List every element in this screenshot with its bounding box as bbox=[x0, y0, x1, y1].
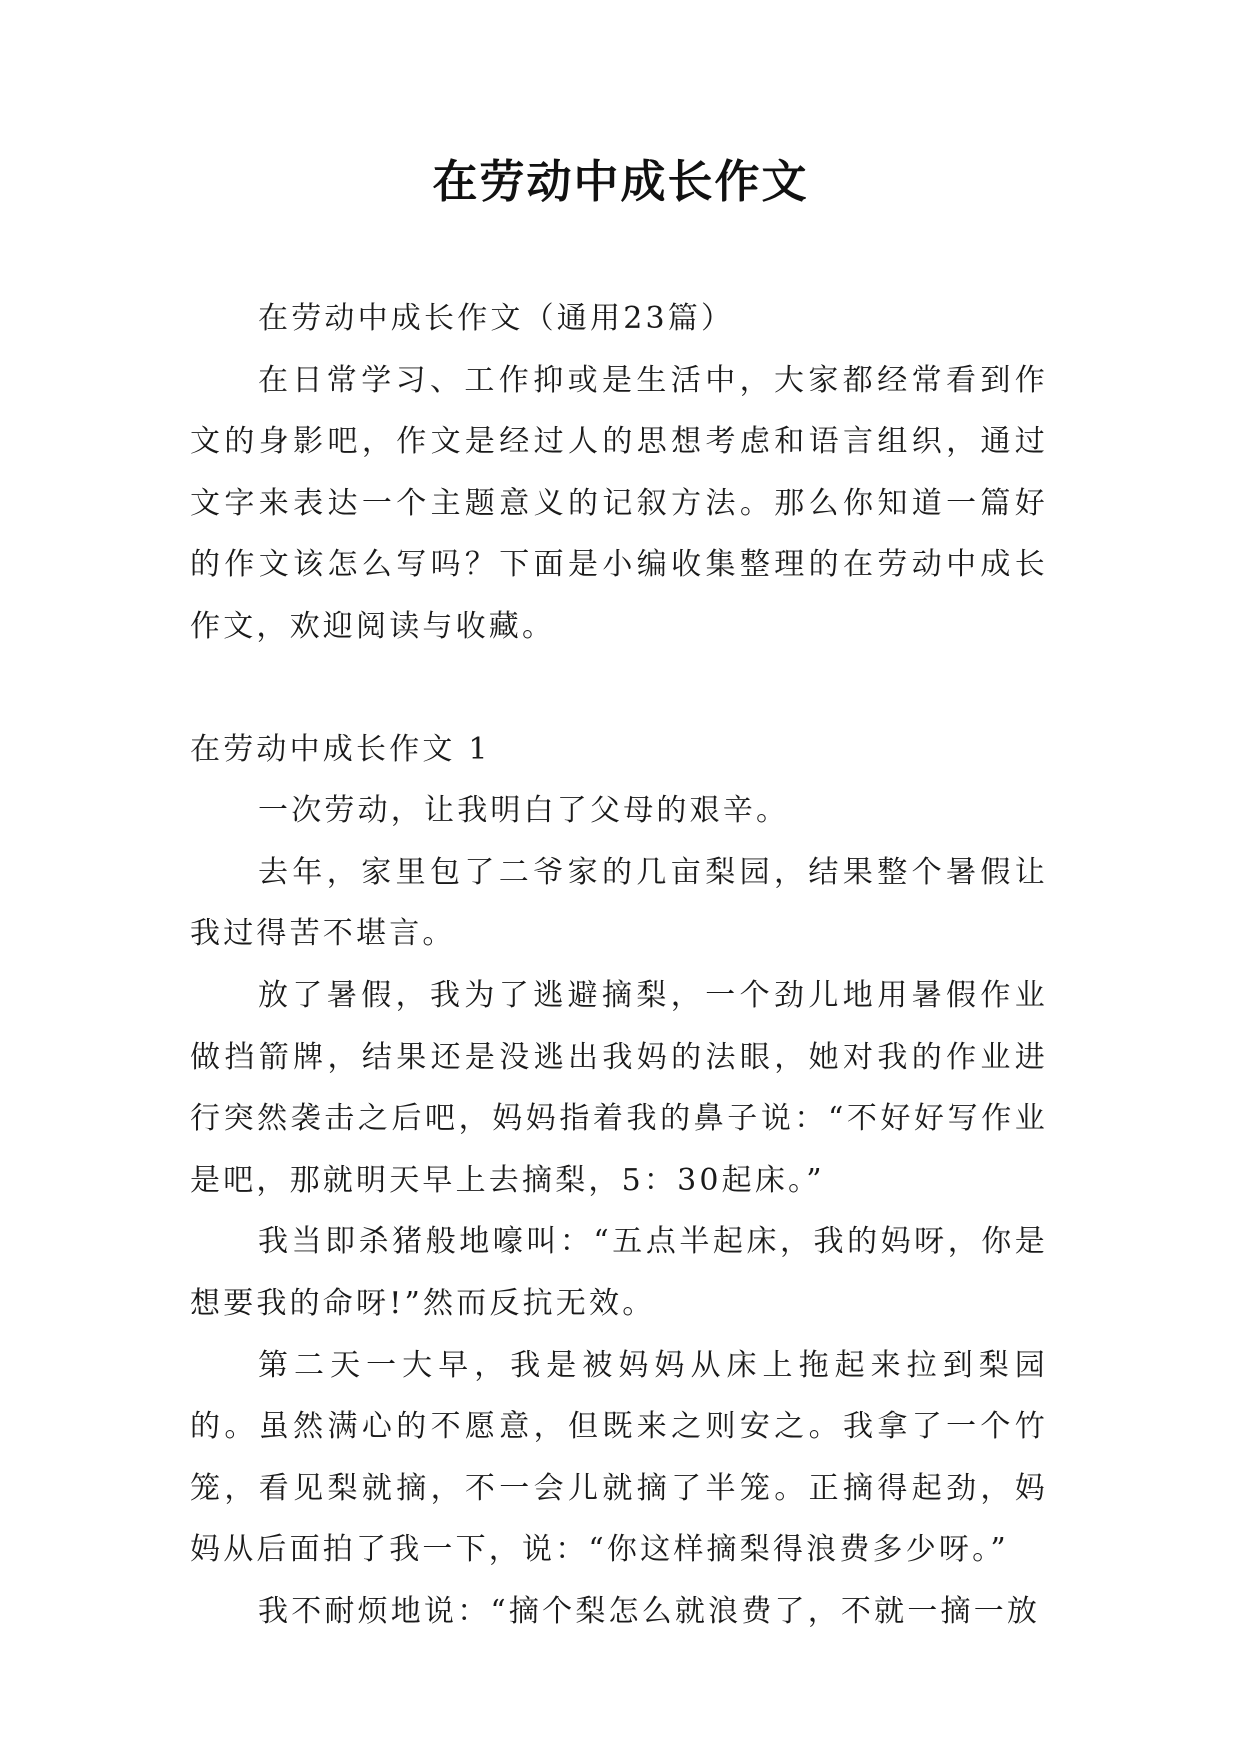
document-body bbox=[190, 288, 1048, 1642]
body-paragraph: 我不耐烦地说：“摘个梨怎么就浪费了，不就一摘一放 bbox=[258, 1593, 1041, 1629]
section-heading: 在劳动中成长作文 1 bbox=[190, 731, 491, 767]
body-paragraph: 放了暑假，我为了逃避摘梨，一个劲儿地用暑假作业做挡箭牌，结果还是没逃出我妈的法眼，她对我的作业进行突然袭击之后吧，妈妈指着我的鼻子说：“不好好写作业是吧，那就明天早上去摘梨，5：30起床。” bbox=[190, 977, 1048, 1198]
body-paragraph: 第二天一大早，我是被妈妈从床上拖起来拉到梨园的。虽然满心的不愿意，但既来之则安之。我拿了一个竹笼，看见梨就摘，不一会儿就摘了半笼。正摘得起劲，妈妈从后面拍了我一下，说：“你这样摘梨得浪费多少呀。” bbox=[190, 1347, 1048, 1568]
document-subtitle: 在劳动中成长作文（通用23篇） bbox=[258, 301, 735, 336]
body-paragraph: 一次劳动，让我明白了父母的艰辛。 bbox=[258, 793, 790, 829]
body-paragraph: 去年，家里包了二爷家的几亩梨园，结果整个暑假让我过得苦不堪言。 bbox=[190, 854, 1048, 952]
document-title: 在劳动中成长作文 bbox=[432, 155, 809, 208]
body-paragraph: 我当即杀猪般地嚎叫：“五点半起床，我的妈呀，你是想要我的命呀!”然而反抗无效。 bbox=[190, 1224, 1048, 1321]
intro-paragraph: 在日常学习、工作抑或是生活中，大家都经常看到作文的身影吧，作文是经过人的思想考虑和语言组织，通过文字来表达一个主题意义的记叙方法。那么你知道一篇好的作文该怎么写吗？下面是小编收集整理的在劳动中成长作文，欢迎阅读与收藏。 bbox=[190, 362, 1048, 644]
